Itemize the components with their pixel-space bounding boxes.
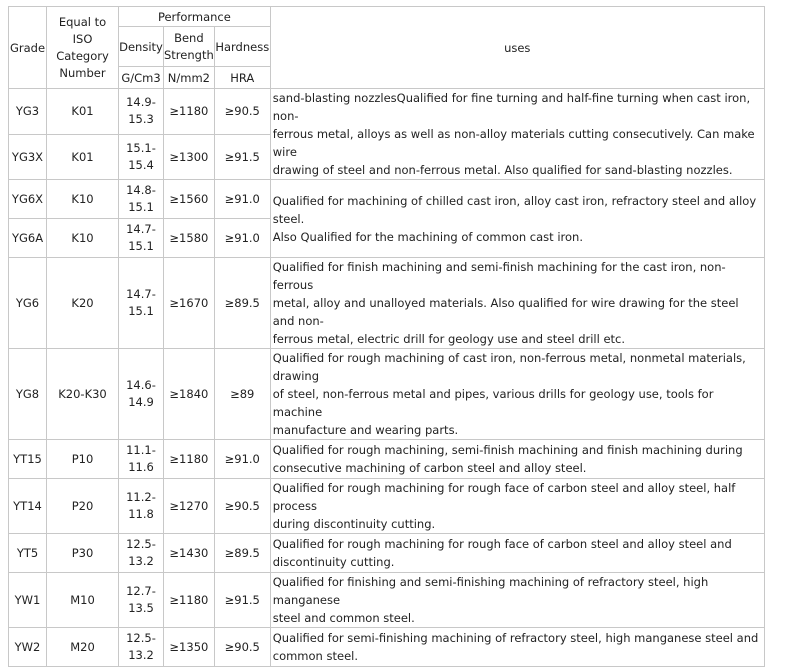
header-hardness: Hardness <box>214 27 270 67</box>
cell-grade: YG3 <box>9 89 47 135</box>
density-line: 14.9- <box>126 95 156 110</box>
unit-hardness: HRA <box>214 67 270 89</box>
cell-uses <box>270 349 764 440</box>
uses-line: drawing of steel and non-ferrous metal. Also qualified for sand-blasting nozzles. <box>272 163 733 177</box>
cell-hardness: ≥91.0 <box>214 440 270 479</box>
uses-line: ferrous metal, electric drill for geology use and steel drill etc. <box>272 332 626 346</box>
cell-iso: P20 <box>47 479 119 534</box>
cell-hardness: ≥91.5 <box>214 134 270 180</box>
header-uses: uses <box>270 7 764 89</box>
density-line: 11.2- <box>126 490 156 504</box>
uses-line: Also Qualified for the machining of common cast iron. <box>272 229 583 244</box>
uses-line: Qualified for rough machining of cast iron, non-ferrous metal, nonmetal materials, drawing <box>272 351 746 383</box>
cell-grade: YW2 <box>9 628 47 667</box>
cell-grade: YT14 <box>9 479 47 534</box>
uses-line: common steel. <box>272 649 358 663</box>
header-bend <box>164 27 215 67</box>
density-line: 15.1 <box>128 200 154 214</box>
cell-uses <box>270 534 764 573</box>
cell-bend: ≥1580 <box>164 219 215 258</box>
density-line: 15.4 <box>128 157 154 172</box>
cell-hardness: ≥90.5 <box>214 479 270 534</box>
cell-bend: ≥1350 <box>164 628 215 667</box>
cell-bend: ≥1270 <box>164 479 215 534</box>
cell-density <box>119 349 164 440</box>
uses-line: Qualified for machining of chilled cast iron, alloy cast iron, refractory steel and alloy steel. <box>272 193 757 226</box>
header-iso-line: ISO <box>72 31 93 46</box>
cell-uses <box>270 479 764 534</box>
cell-grade: YW1 <box>9 573 47 628</box>
cell-bend: ≥1180 <box>164 573 215 628</box>
header-performance: Performance <box>119 7 271 27</box>
uses-line: Qualified for rough machining, semi-finish machining and finish machining during <box>272 443 743 457</box>
uses-line: Qualified for finishing and semi-finishing machining of refractory steel, high manganese <box>272 575 709 607</box>
cell-hardness: ≥91.0 <box>214 180 270 219</box>
uses-line: steel and common steel. <box>272 611 415 625</box>
cell-iso: M20 <box>47 628 119 667</box>
cell-iso: K01 <box>47 134 119 180</box>
table-row <box>9 258 765 349</box>
table-row <box>9 349 765 440</box>
unit-density: G/Cm3 <box>119 67 164 89</box>
header-bend-line: Bend <box>174 30 204 45</box>
cell-hardness: ≥90.5 <box>214 89 270 135</box>
density-line: 14.7- <box>126 222 156 236</box>
density-line: 12.7- <box>126 584 156 598</box>
cell-iso: K10 <box>47 219 119 258</box>
density-line: 12.5- <box>126 631 156 645</box>
density-line: 14.7- <box>126 287 156 301</box>
table-row <box>9 573 765 628</box>
cell-uses <box>270 628 764 667</box>
cell-grade: YG3X <box>9 134 47 180</box>
cell-density <box>119 534 164 573</box>
table-row <box>9 534 765 573</box>
header-bend-line: Strength <box>164 47 214 62</box>
unit-bend: N/mm2 <box>164 67 215 89</box>
cell-grade: YG6 <box>9 258 47 349</box>
header-iso <box>47 7 119 89</box>
density-line: 15.1 <box>128 239 154 253</box>
cell-bend: ≥1430 <box>164 534 215 573</box>
cell-hardness: ≥89.5 <box>214 258 270 349</box>
header-grade: Grade <box>9 7 47 89</box>
cell-bend: ≥1180 <box>164 89 215 135</box>
uses-line: of steel, non-ferrous metal and pipes, various drills for geology use, tools for machine <box>272 387 714 419</box>
cell-grade: YG6A <box>9 219 47 258</box>
table-row <box>9 628 765 667</box>
header-iso-line: Category <box>56 48 109 63</box>
cell-uses <box>270 180 764 258</box>
density-line: 12.5- <box>126 537 156 551</box>
uses-line: Qualified for finish machining and semi-finish machining for the cast iron, non-ferrous <box>272 260 726 292</box>
cell-iso: P10 <box>47 440 119 479</box>
header-iso-line: Number <box>59 65 106 80</box>
uses-line: discontinuity cutting. <box>272 555 395 569</box>
density-line: 15.3 <box>128 112 154 127</box>
uses-line: during discontinuity cutting. <box>272 517 436 531</box>
cell-uses <box>270 440 764 479</box>
uses-line: metal, alloy and unalloyed materials. Also qualified for wire drawing for the steel and non- <box>272 296 739 328</box>
cell-density <box>119 219 164 258</box>
uses-line: consecutive machining of carbon steel and alloy steel. <box>272 461 587 475</box>
density-line: 14.8- <box>126 183 156 197</box>
cell-grade: YT15 <box>9 440 47 479</box>
density-line: 13.2 <box>128 554 154 568</box>
header-density: Density <box>119 27 164 67</box>
cell-hardness: ≥91.0 <box>214 219 270 258</box>
cell-density <box>119 628 164 667</box>
density-line: 13.2 <box>128 648 154 662</box>
header-iso-line: Equal to <box>58 14 107 29</box>
cell-bend: ≥1560 <box>164 180 215 219</box>
uses-line: sand-blasting nozzlesQualified for fine turning and half-fine turning when cast iron, non- <box>272 91 751 123</box>
cell-uses <box>270 89 764 180</box>
density-line: 11.1- <box>126 443 156 457</box>
cell-grade: YT5 <box>9 534 47 573</box>
uses-line: Qualified for semi-finishing machining of refractory steel, high manganese steel and <box>272 631 759 645</box>
density-line: 14.6- <box>126 378 156 392</box>
uses-line: Qualified for rough machining for rough face of carbon steel and alloy steel, half process <box>272 481 736 513</box>
uses-line: ferrous metal, alloys as well as non-alloy materials cutting consecutively. Can make wire <box>272 127 755 159</box>
density-line: 15.1- <box>126 140 156 155</box>
density-line: 15.1 <box>128 304 154 318</box>
uses-line: manufacture and wearing parts. <box>272 423 459 437</box>
cell-iso: K10 <box>47 180 119 219</box>
cell-density <box>119 573 164 628</box>
cell-bend: ≥1670 <box>164 258 215 349</box>
cell-grade: YG6X <box>9 180 47 219</box>
cell-hardness: ≥90.5 <box>214 628 270 667</box>
cell-density <box>119 479 164 534</box>
cell-uses <box>270 573 764 628</box>
density-line: 11.8 <box>128 507 154 521</box>
cell-hardness: ≥89.5 <box>214 534 270 573</box>
cell-hardness: ≥91.5 <box>214 573 270 628</box>
cell-iso: K20 <box>47 258 119 349</box>
cell-density <box>119 440 164 479</box>
table-row <box>9 180 765 219</box>
cell-uses <box>270 258 764 349</box>
cell-density <box>119 134 164 180</box>
cell-bend: ≥1180 <box>164 440 215 479</box>
table-row <box>9 479 765 534</box>
table-row <box>9 440 765 479</box>
density-line: 13.5 <box>128 601 154 615</box>
cell-iso: P30 <box>47 534 119 573</box>
density-line: 14.9 <box>128 395 154 409</box>
cell-grade: YG8 <box>9 349 47 440</box>
cell-iso: K20-K30 <box>47 349 119 440</box>
cell-density <box>119 258 164 349</box>
cell-hardness: ≥89 <box>214 349 270 440</box>
table-row <box>9 89 765 135</box>
cell-iso: M10 <box>47 573 119 628</box>
cell-density <box>119 89 164 135</box>
cell-density <box>119 180 164 219</box>
cell-iso: K01 <box>47 89 119 135</box>
cell-bend: ≥1840 <box>164 349 215 440</box>
uses-line: Qualified for rough machining for rough face of carbon steel and alloy steel and <box>272 537 732 551</box>
cell-bend: ≥1300 <box>164 134 215 180</box>
density-line: 11.6 <box>128 460 154 474</box>
